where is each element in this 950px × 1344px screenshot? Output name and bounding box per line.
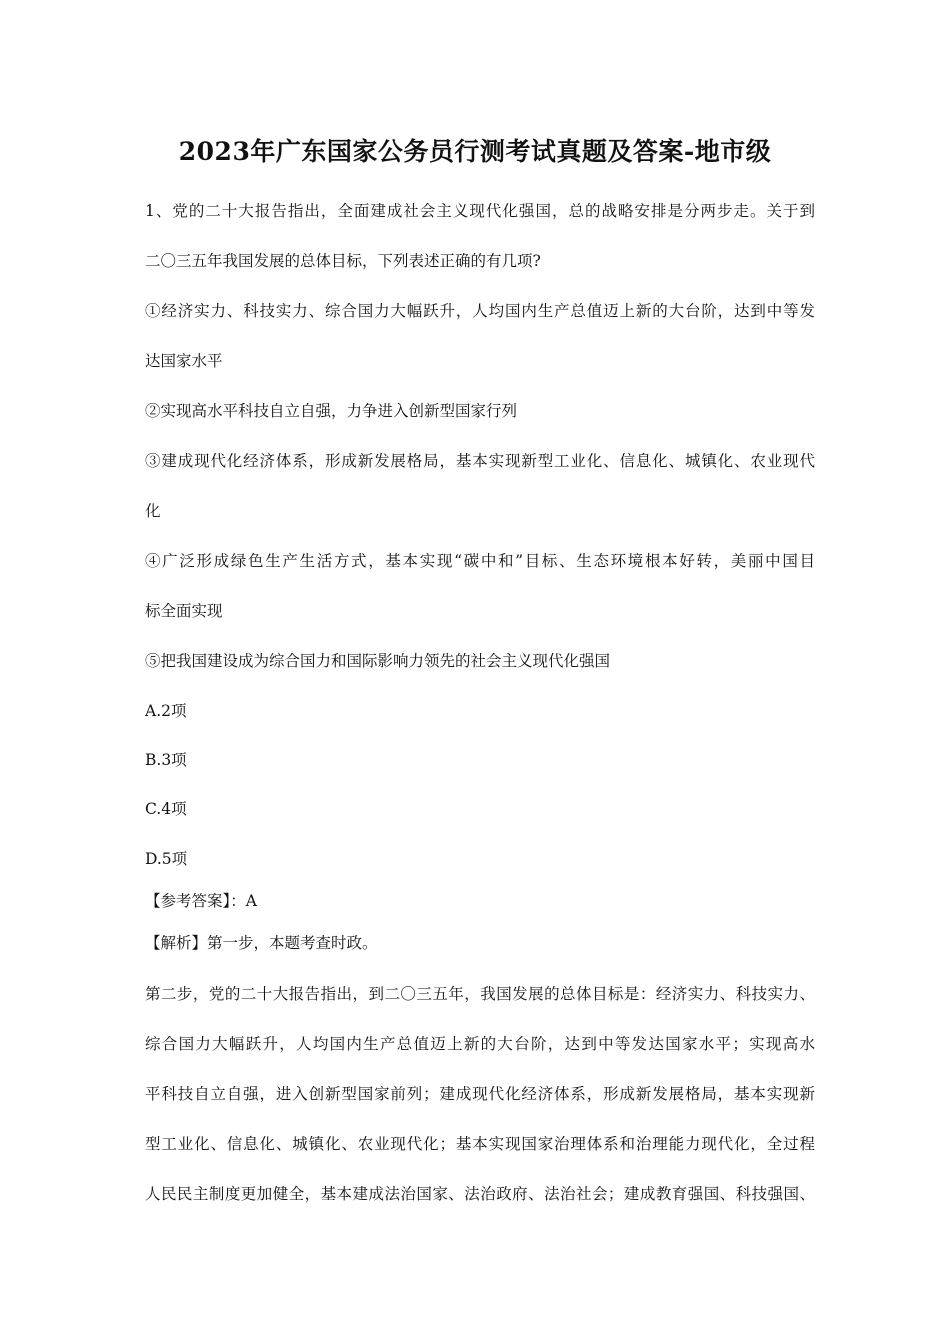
question-stem-line-2: 二〇三五年我国发展的总体目标，下列表述正确的有几项? <box>145 252 541 270</box>
analysis-line-3: 平科技自立自强，进入创新型国家前列；建成现代化经济体系，形成新发展格局，基本实现新 <box>145 1085 815 1103</box>
question-item-3-line-1: ③建成现代化经济体系，形成新发展格局，基本实现新型工业化、信息化、城镇化、农业现代 <box>145 452 815 470</box>
analysis-line-5: 人民民主制度更加健全，基本建成法治国家、法治政府、法治社会；建成教育强国、科技强国、 <box>145 1185 815 1203</box>
analysis-heading: 【解析】第一步，本题考查时政。 <box>145 934 378 952</box>
option-d: D.5项 <box>145 850 188 868</box>
question-item-4-line-1: ④广泛形成绿色生产生活方式，基本实现“碳中和”目标、生态环境根本好转，美丽中国目 <box>145 552 815 570</box>
analysis-line-4: 型工业化、信息化、城镇化、农业现代化；基本实现国家治理体系和治理能力现代化，全过程 <box>145 1135 815 1153</box>
question-item-4-line-2: 标全面实现 <box>145 602 223 620</box>
question-item-1-line-1: ①经济实力、科技实力、综合国力大幅跃升，人均国内生产总值迈上新的大台阶，达到中等发 <box>145 302 815 320</box>
option-a: A.2项 <box>145 702 187 720</box>
question-item-1-line-2: 达国家水平 <box>145 352 223 370</box>
reference-answer: 【参考答案】：A <box>145 892 257 910</box>
question-item-2: ②实现高水平科技自立自强，力争进入创新型国家行列 <box>145 402 518 420</box>
analysis-line-2: 综合国力大幅跃升，人均国内生产总值迈上新的大台阶，达到中等发达国家水平；实现高水 <box>145 1035 815 1053</box>
question-stem-line-1: 1、党的二十大报告指出，全面建成社会主义现代化强国，总的战略安排是分两步走。关于到 <box>145 202 815 220</box>
option-c: C.4项 <box>145 800 187 818</box>
question-item-3-line-2: 化 <box>145 502 161 520</box>
question-item-5: ⑤把我国建设成为综合国力和国际影响力领先的社会主义现代化强国 <box>145 652 611 670</box>
option-b: B.3项 <box>145 751 187 769</box>
document-title: 2023年广东国家公务员行测考试真题及答案-地市级 <box>178 137 772 166</box>
analysis-line-1: 第二步，党的二十大报告指出，到二〇三五年，我国发展的总体目标是：经济实力、科技实力、 <box>145 985 815 1003</box>
